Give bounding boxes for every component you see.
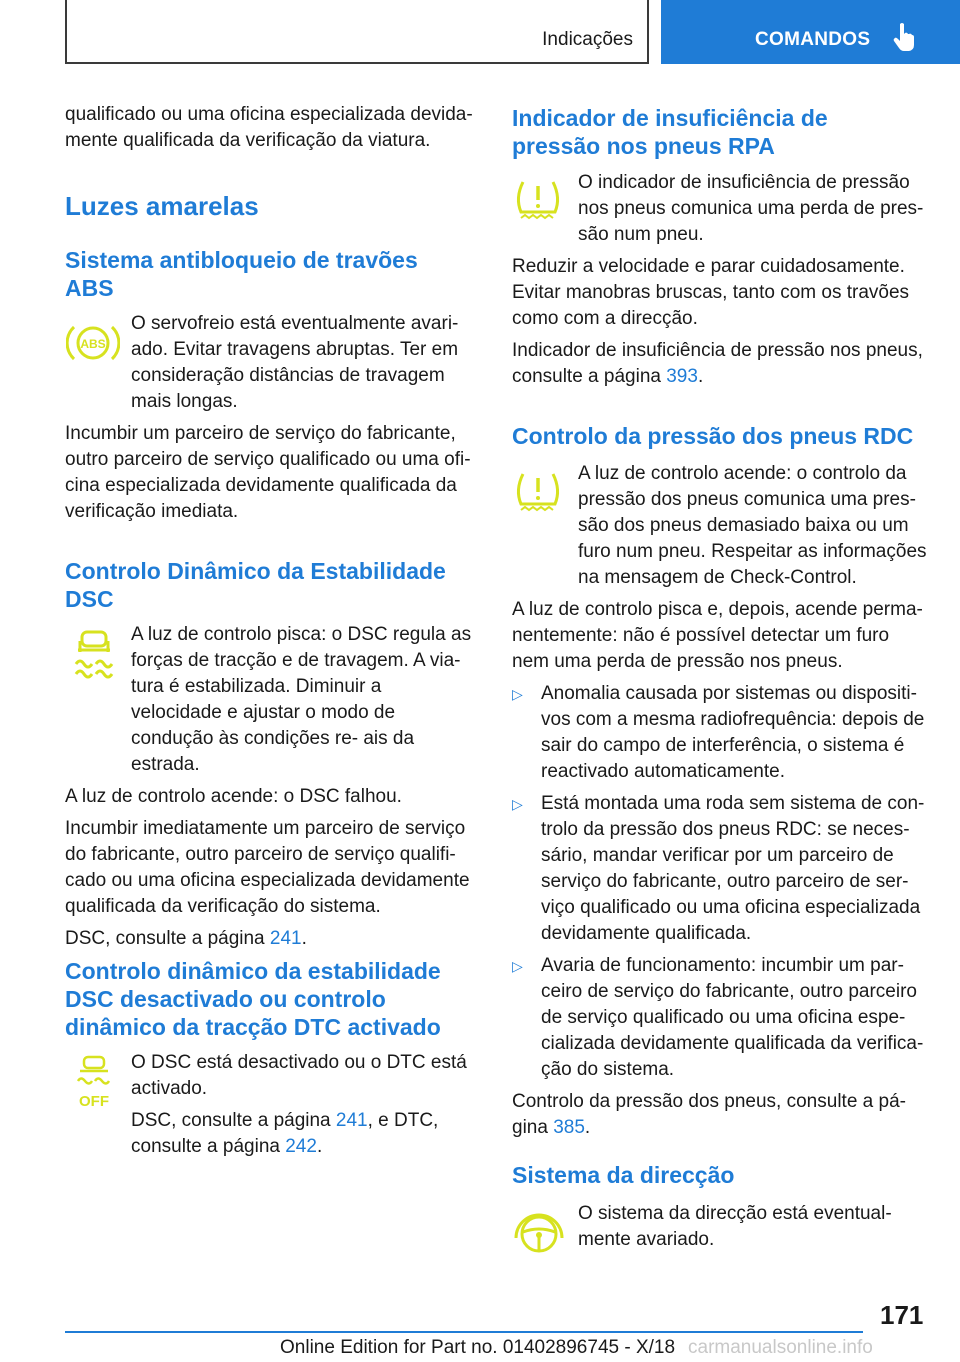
list-item: ▷ Está montada uma roda sem sistema de con‐ trolo da pressão dos pneus RDC: se neces‐ sário, mandar verificar por um parceiro de serviço do fabricante, outro parceiro de ser‐ viço qualificado ou uma oficina especializada devidamente qualificada.: [512, 793, 925, 944]
rpa-page-link[interactable]: 393: [666, 366, 698, 387]
heading-dsc-off: Controlo dinâmico da estabilidade DSC desactivado ou controlo dinâmico da tracção DTC activado: [65, 958, 441, 1040]
header-chapter-tab[interactable]: [661, 0, 960, 64]
list-item: ▷ Anomalia causada por sistemas ou dispositi‐ vos com a mesma radiofrequência: depois de sair do campo de interferência, o sistema é reactivado automaticamente.: [512, 683, 925, 782]
rdc-reference: Controlo da pressão dos pneus, consulte a pá‐ gina 385.: [512, 1091, 906, 1138]
dsc-paragraph-3: Incumbir imediatamente um parceiro de serviço do fabricante, outro parceiro de serviço qualifi‐ cado ou uma oficina especializada devidamente qualificada da verificação do sistema.: [65, 818, 470, 917]
pointing-hand-icon: [893, 22, 915, 52]
dsc-off-page-link-a[interactable]: 241: [335, 1110, 368, 1131]
header-section-tab: [65, 0, 649, 64]
heading-luzes-amarelas: Luzes amarelas: [65, 191, 259, 221]
dsc-page-link[interactable]: 241: [269, 928, 302, 949]
bullet-triangle-icon: ▷: [512, 686, 523, 702]
heading-abs: Sistema antibloqueio de travões ABS: [65, 247, 418, 301]
rdc-paragraph-1: A luz de controlo acende: o controlo da pressão dos pneus comunica uma pres‐ são dos pneus demasiado baixa ou um furo num pneu. Respeitar as informações na mensagem de Check-Control.: [578, 463, 927, 588]
heading-rdc: Controlo da pressão dos pneus RDC: [512, 423, 914, 449]
rdc-paragraph-2: A luz de controlo pisca e, depois, acende perma‐ nentemente: não é possível detectar um furo nem uma perda de pressão nos pneus.: [512, 599, 923, 672]
bullet-triangle-icon: ▷: [512, 796, 523, 812]
rpa-paragraph-2: Reduzir a velocidade e parar cuidadosamente. Evitar manobras bruscas, tanto com os travões como com a direcção.: [512, 256, 910, 329]
bullet-triangle-icon: ▷: [512, 958, 523, 974]
header-section-label: Indicações: [542, 29, 633, 50]
rdc-page-link[interactable]: 385: [553, 1117, 585, 1138]
heading-steering: Sistema da direcção: [512, 1162, 735, 1188]
watermark: carmanualsonline.info: [688, 1337, 873, 1358]
dsc-off-page-link-b[interactable]: 242: [285, 1136, 317, 1157]
steering-paragraph-1: O sistema da direcção está eventual‐ mente avariado.: [578, 1203, 892, 1250]
abs-paragraph-1: O servofreio está eventualmente avari‐ ado. Evitar travagens abruptas. Ter em consideração distâncias de travagem mais longas.: [131, 313, 459, 412]
footer-edition: Online Edition for Part no. 01402896745 - X/18: [280, 1337, 676, 1358]
page-number: 171: [880, 1300, 924, 1330]
list-item: ▷ Avaria de funcionamento: incumbir um par‐ ceiro de serviço do fabricante, outro parceiro de serviço qualificado ou uma oficina espe‐ cializada devidamente qualificada da verifica‐ ção do sistema.: [512, 955, 924, 1080]
rpa-paragraph-1: O indicador de insuficiência de pressão nos pneus comunica uma perda de pres‐ são num pneu.: [578, 172, 924, 245]
dsc-off-reference: DSC, consulte a página 241, e DTC, consulte a página 242.: [131, 1110, 439, 1157]
svg-text:ABS: ABS: [80, 337, 106, 351]
abs-paragraph-2: Incumbir um parceiro de serviço do fabricante, outro parceiro de serviço qualificado ou uma ofi‐ cina especializada devidamente qualificada da verificação imediata.: [65, 423, 471, 522]
dsc-paragraph-1: A luz de controlo pisca: o DSC regula as forças de tracção e de travagem. A via‐ tura é estabilizada. Diminuir a velocidade e ajustar o modo de condução às condições re‐ ais da estrada.: [131, 624, 472, 775]
header-chapter-label: COMANDOS: [755, 29, 871, 50]
intro-paragraph: qualificado ou uma oficina especializada devida‐ mente qualificada da verificação da viatura.: [65, 104, 473, 151]
dsc-paragraph-2: A luz de controlo acende: o DSC falhou.: [65, 786, 402, 807]
heading-rpa: Indicador de insuficiência de pressão nos pneus RPA: [512, 105, 828, 159]
svg-text:OFF: OFF: [79, 1093, 109, 1109]
dsc-reference: DSC, consulte a página 241.: [65, 928, 307, 949]
rdc-bullet-list: [512, 681, 927, 1083]
heading-dsc: Controlo Dinâmico da Estabilidade DSC: [65, 558, 446, 612]
footer-divider: [65, 1331, 863, 1333]
rpa-reference: Indicador de insuficiência de pressão nos pneus, consulte a página 393.: [512, 340, 923, 387]
dsc-off-paragraph-1: O DSC está desactivado ou o DTC está activado.: [131, 1052, 467, 1099]
